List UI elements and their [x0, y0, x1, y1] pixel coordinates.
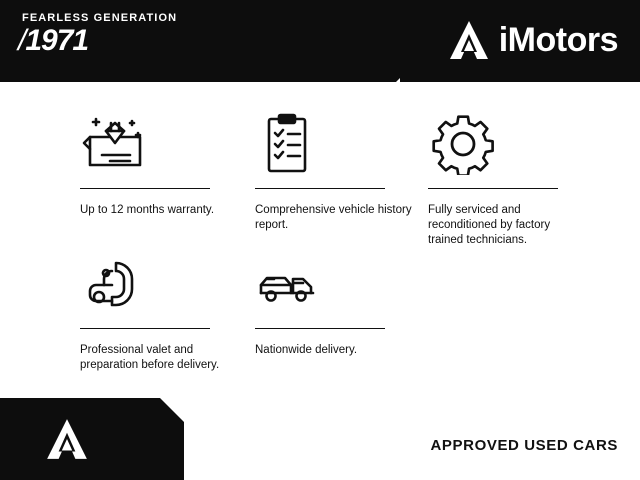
footer-tagline: APPROVED USED CARS — [430, 437, 618, 454]
footer — [0, 398, 640, 480]
feature-history-report — [255, 110, 415, 233]
vacuum-cleaner-icon — [80, 250, 240, 318]
warranty-certificate-diamond-icon — [80, 110, 240, 178]
imotors-a-mark-icon — [447, 18, 491, 62]
car-transporter-truck-icon — [255, 250, 415, 318]
feature-caption: Fully serviced and reconditioned by factory trained technicians. — [428, 204, 551, 246]
feature-divider — [255, 188, 385, 189]
feature-divider — [255, 328, 385, 329]
feature-servicing — [428, 110, 588, 248]
feature-caption: Professional valet and preparation before delivery. — [80, 344, 220, 371]
header — [0, 0, 640, 82]
footer-left-panel — [0, 398, 184, 480]
year-slash: / — [18, 24, 26, 57]
feature-caption: Up to 12 months warranty. — [80, 204, 215, 216]
feature-caption: Nationwide delivery. — [255, 344, 358, 356]
brand-name: iMotors — [498, 21, 618, 59]
feature-divider — [428, 188, 558, 189]
clipboard-checklist-icon — [255, 110, 415, 178]
year-value: 1971 — [25, 24, 89, 57]
feature-delivery — [255, 250, 415, 358]
feature-caption: Comprehensive vehicle history report. — [255, 204, 412, 231]
feature-warranty — [80, 110, 240, 218]
header-year-logo — [18, 26, 88, 56]
header-tagline: FEARLESS GENERATION — [22, 12, 178, 24]
feature-divider — [80, 188, 210, 189]
brand-lockup — [447, 18, 618, 62]
imotors-a-mark-icon — [44, 416, 90, 462]
gear-cog-icon — [428, 110, 588, 178]
feature-valet — [80, 250, 240, 373]
features-grid — [0, 100, 640, 390]
feature-divider — [80, 328, 210, 329]
